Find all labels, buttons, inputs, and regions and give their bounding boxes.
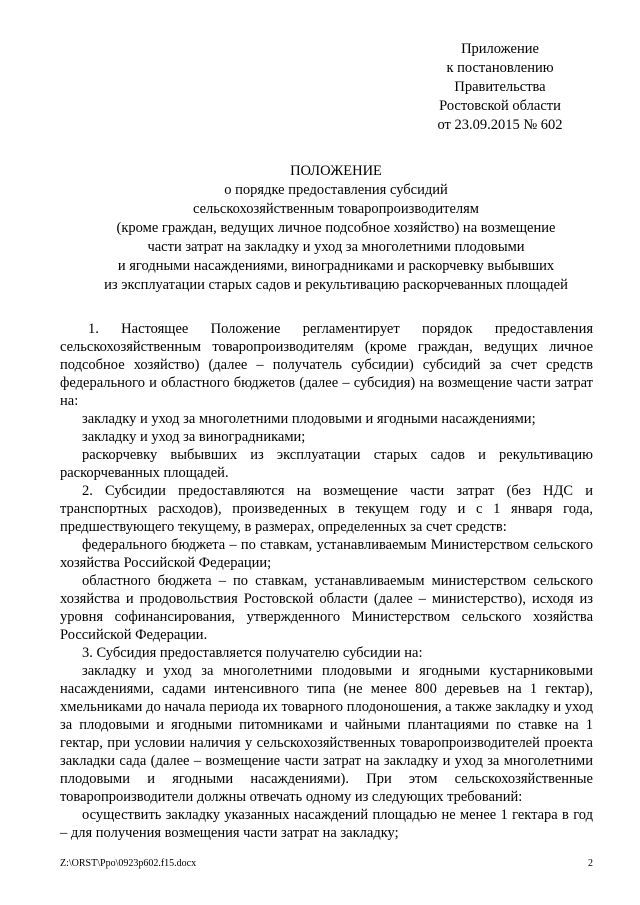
title-heading: ПОЛОЖЕНИЕ <box>290 163 382 179</box>
paragraph: федерального бюджета – по ставкам, устанавливаемым Министерством сельского хозяйства Российской Федерации; <box>60 537 593 571</box>
paragraph: закладку и уход за многолетними плодовыми и ягодными кустарниковыми насаждениями, садами интенсивного типа (не менее 800 деревьев на 1 гектар), хмельниками до начала периода их товарного плодоношения, а также закладку и уход за плодовыми и ягодными питомниками и чайными плантациями по ставке на 1 гектар, при условии наличия у сельскохозяйственных товаропроизводителей проекта закладки сада (далее – возмещение части затрат на закладку и уход за многолетними плодовыми и ягодными насаждениями). При этом сельскохозяйственные товаропроизводители должны отвечать одному из следующих требований: <box>60 663 593 805</box>
footer-file-path: Z:\ORST\Ppo\0923p602.f15.docx <box>60 858 197 869</box>
appendix-line: Приложение <box>461 41 539 57</box>
paragraph: 2. Субсидии предоставляются на возмещение части затрат (без НДС и транспортных расходов), произведенных в текущем году и с 1 января года, предшествующего текущему, в размерах, определенных за счет средств: <box>60 483 593 535</box>
title-line: (кроме граждан, ведущих личное подсобное хозяйство) на возмещение <box>116 220 556 236</box>
title-line: и ягодными насаждениями, виноградниками и раскорчевку выбывших <box>117 258 555 274</box>
appendix-line: Ростовской области <box>439 98 561 114</box>
appendix-line: к постановлению <box>446 60 554 76</box>
document-title <box>58 162 614 295</box>
document-body <box>60 320 593 842</box>
title-line: из эксплуатации старых садов и рекультивацию раскорчеванных площадей <box>104 277 568 293</box>
appendix-line: от 23.09.2015 № 602 <box>437 117 563 133</box>
paragraph: раскорчевку выбывших из эксплуатации старых садов и рекультивацию раскорчеванных площадей. <box>60 447 593 481</box>
paragraph: закладку и уход за виноградниками; <box>82 429 306 445</box>
title-line: о порядке предоставления субсидий <box>224 182 448 198</box>
paragraph: областного бюджета – по ставкам, устанавливаемым министерством сельского хозяйства и продовольствия Ростовской области (далее – министерство), исходя из уровня софинансирования, утвержденного Министерством сельского хозяйства Российской Федерации. <box>60 573 593 643</box>
paragraph: 3. Субсидия предоставляется получателю субсидии на: <box>82 645 423 661</box>
paragraph: осуществить закладку указанных насаждений площадью не менее 1 гектара в год – для получения возмещения части затрат на закладку; <box>60 807 593 841</box>
appendix-block <box>410 40 590 135</box>
appendix-line: Правительства <box>454 79 546 95</box>
paragraph: 1. Настоящее Положение регламентирует порядок предоставления сельскохозяйственным товаропроизводителям (кроме граждан, ведущих личное подсобное хозяйство) (далее – получатель субсидии) субсидий за счет средств федерального и областного бюджетов (далее – субсидия) на возмещение части затрат на: <box>60 321 593 409</box>
title-line: части затрат на закладку и уход за многолетними плодовыми <box>147 239 525 255</box>
title-line: сельскохозяйственным товаропроизводителям <box>193 201 479 217</box>
page-number: 2 <box>588 858 593 869</box>
paragraph: закладку и уход за многолетними плодовыми и ягодными насаждениями; <box>82 411 536 427</box>
